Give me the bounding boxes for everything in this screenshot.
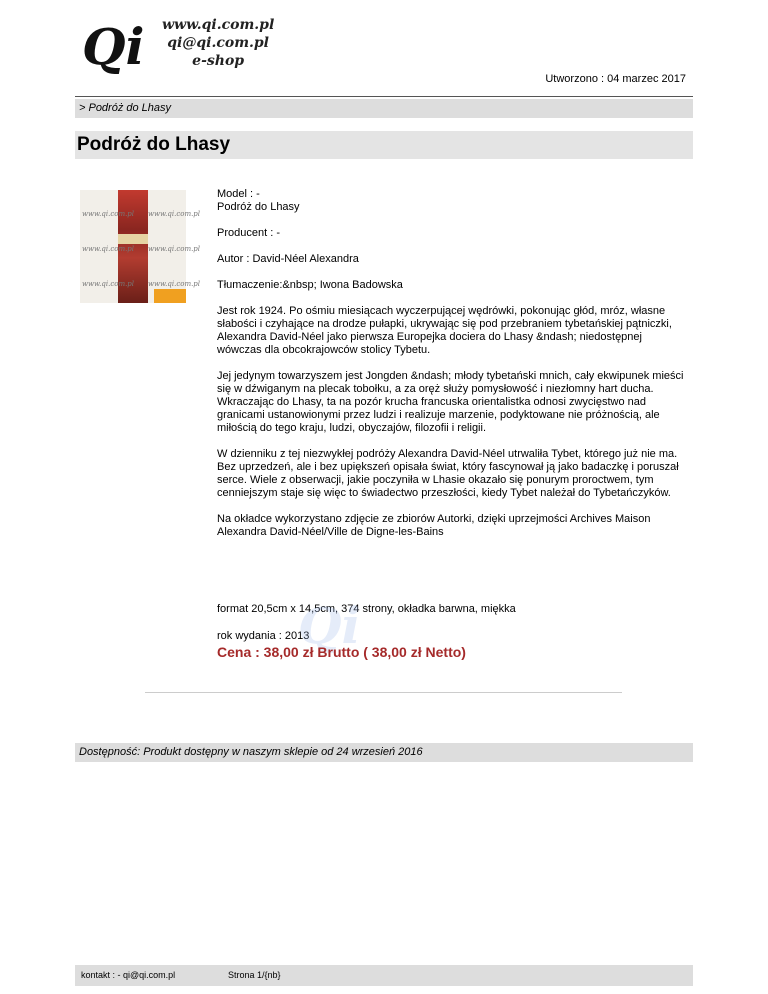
product-model: Model : -	[217, 188, 260, 200]
footer-contact[interactable]: kontakt : - qi@qi.com.pl	[81, 970, 176, 980]
cover-publisher-badge	[154, 289, 186, 303]
logo-text	[162, 16, 274, 70]
cover-watermark: www.qi.com.pl	[148, 210, 201, 218]
cover-title-stripe	[118, 234, 148, 244]
breadcrumb[interactable]: > Podróż do Lhasy	[75, 99, 693, 118]
cover-watermark: www.qi.com.pl	[148, 245, 201, 253]
logo-mark-text: Qi	[82, 17, 145, 76]
page-footer	[75, 965, 693, 986]
header-divider	[75, 96, 693, 97]
product-cover-image	[80, 190, 201, 303]
created-date: Utworzono : 04 marzec 2017	[545, 73, 686, 85]
description-paragraph: W dzienniku z tej niezwykłej podróży Alexandra David-Néel utrwaliła Tybet, którego już nie ma. Bez uprzedzeń, ale i bez upiększeń opisała świat, który fascynował ją jako badaczkę i poruszał serce. Wiele z obserwacji, jakie poczyniła w Lhasie okazało się ponurym proroctwem, tym cenniejszym staje się więc to świadectwo przeszłości, kiedy Tybet należał do Tybetańczyków.	[217, 448, 679, 499]
product-price: Cena : 38,00 zł Brutto ( 38,00 zł Netto)	[217, 644, 466, 660]
product-producer: Producent : -	[217, 227, 280, 239]
product-author: Autor : David-Néel Alexandra	[217, 253, 359, 265]
availability-bar: Dostępność: Produkt dostępny w naszym sklepie od 24 wrzesień 2016	[75, 743, 693, 762]
footer-page-number: Strona 1/{nb}	[228, 970, 281, 980]
cover-watermark: www.qi.com.pl	[148, 280, 201, 288]
content-divider	[145, 692, 622, 693]
cover-watermark: www.qi.com.pl	[82, 210, 135, 218]
product-info	[217, 188, 687, 552]
product-year: rok wydania : 2013	[217, 630, 310, 642]
page-title: Podróż do Lhasy	[75, 131, 693, 159]
product-name: Podróż do Lhasy	[217, 201, 300, 213]
product-format: format 20,5cm x 14,5cm, 374 strony, okładka barwna, miękka	[217, 603, 516, 615]
description-paragraph: Jest rok 1924. Po ośmiu miesiącach wyczerpującej wędrówki, pokonując głód, mróz, własne słabości i czyhające na drodze pułapki, ukrywając się pod przebraniem tybetańskiej pątniczki, Alexandra David-Néel jako pierwsza Europejka dociera do Lhasy &ndash; niedostępnej wówczas dla obcokrajowców stolicy Tybetu.	[217, 305, 672, 356]
product-translator: Tłumaczenie:&nbsp; Iwona Badowska	[217, 279, 403, 291]
cover-watermark: www.qi.com.pl	[82, 280, 135, 288]
description-paragraph: Na okładce wykorzystano zdjęcie ze zbiorów Autorki, dzięki uprzejmości Archives Maison Alexandra David-Néel/Ville de Digne-les-Bains	[217, 513, 651, 538]
qi-logo-mark	[78, 14, 148, 76]
logo-line-website: www.qi.com.pl	[162, 17, 275, 33]
description-paragraph: Jej jedynym towarzyszem jest Jongden &ndash; młody tybetański mnich, cały ekwipunek mieści się w dźwiganym na plecak tobołku, a za oręż służy pomysłowość i niezłomny hart ducha. Wkraczając do Lhasy, ta na pozór krucha francuska orientalistka odnosi zwycięstwo nad granicami ustanowionymi przez ludzi i realizuje marzenie, podyktowane nie próżnością, ale miłością do tego kraju, ludzi, obyczajów, filozofii i religii.	[217, 370, 684, 434]
cover-watermark: www.qi.com.pl	[82, 245, 135, 253]
price-watermark: Qi	[298, 596, 361, 655]
shop-logo	[78, 14, 322, 76]
logo-line-eshop: e-shop	[192, 53, 245, 69]
logo-line-email: qi@qi.com.pl	[167, 35, 269, 51]
